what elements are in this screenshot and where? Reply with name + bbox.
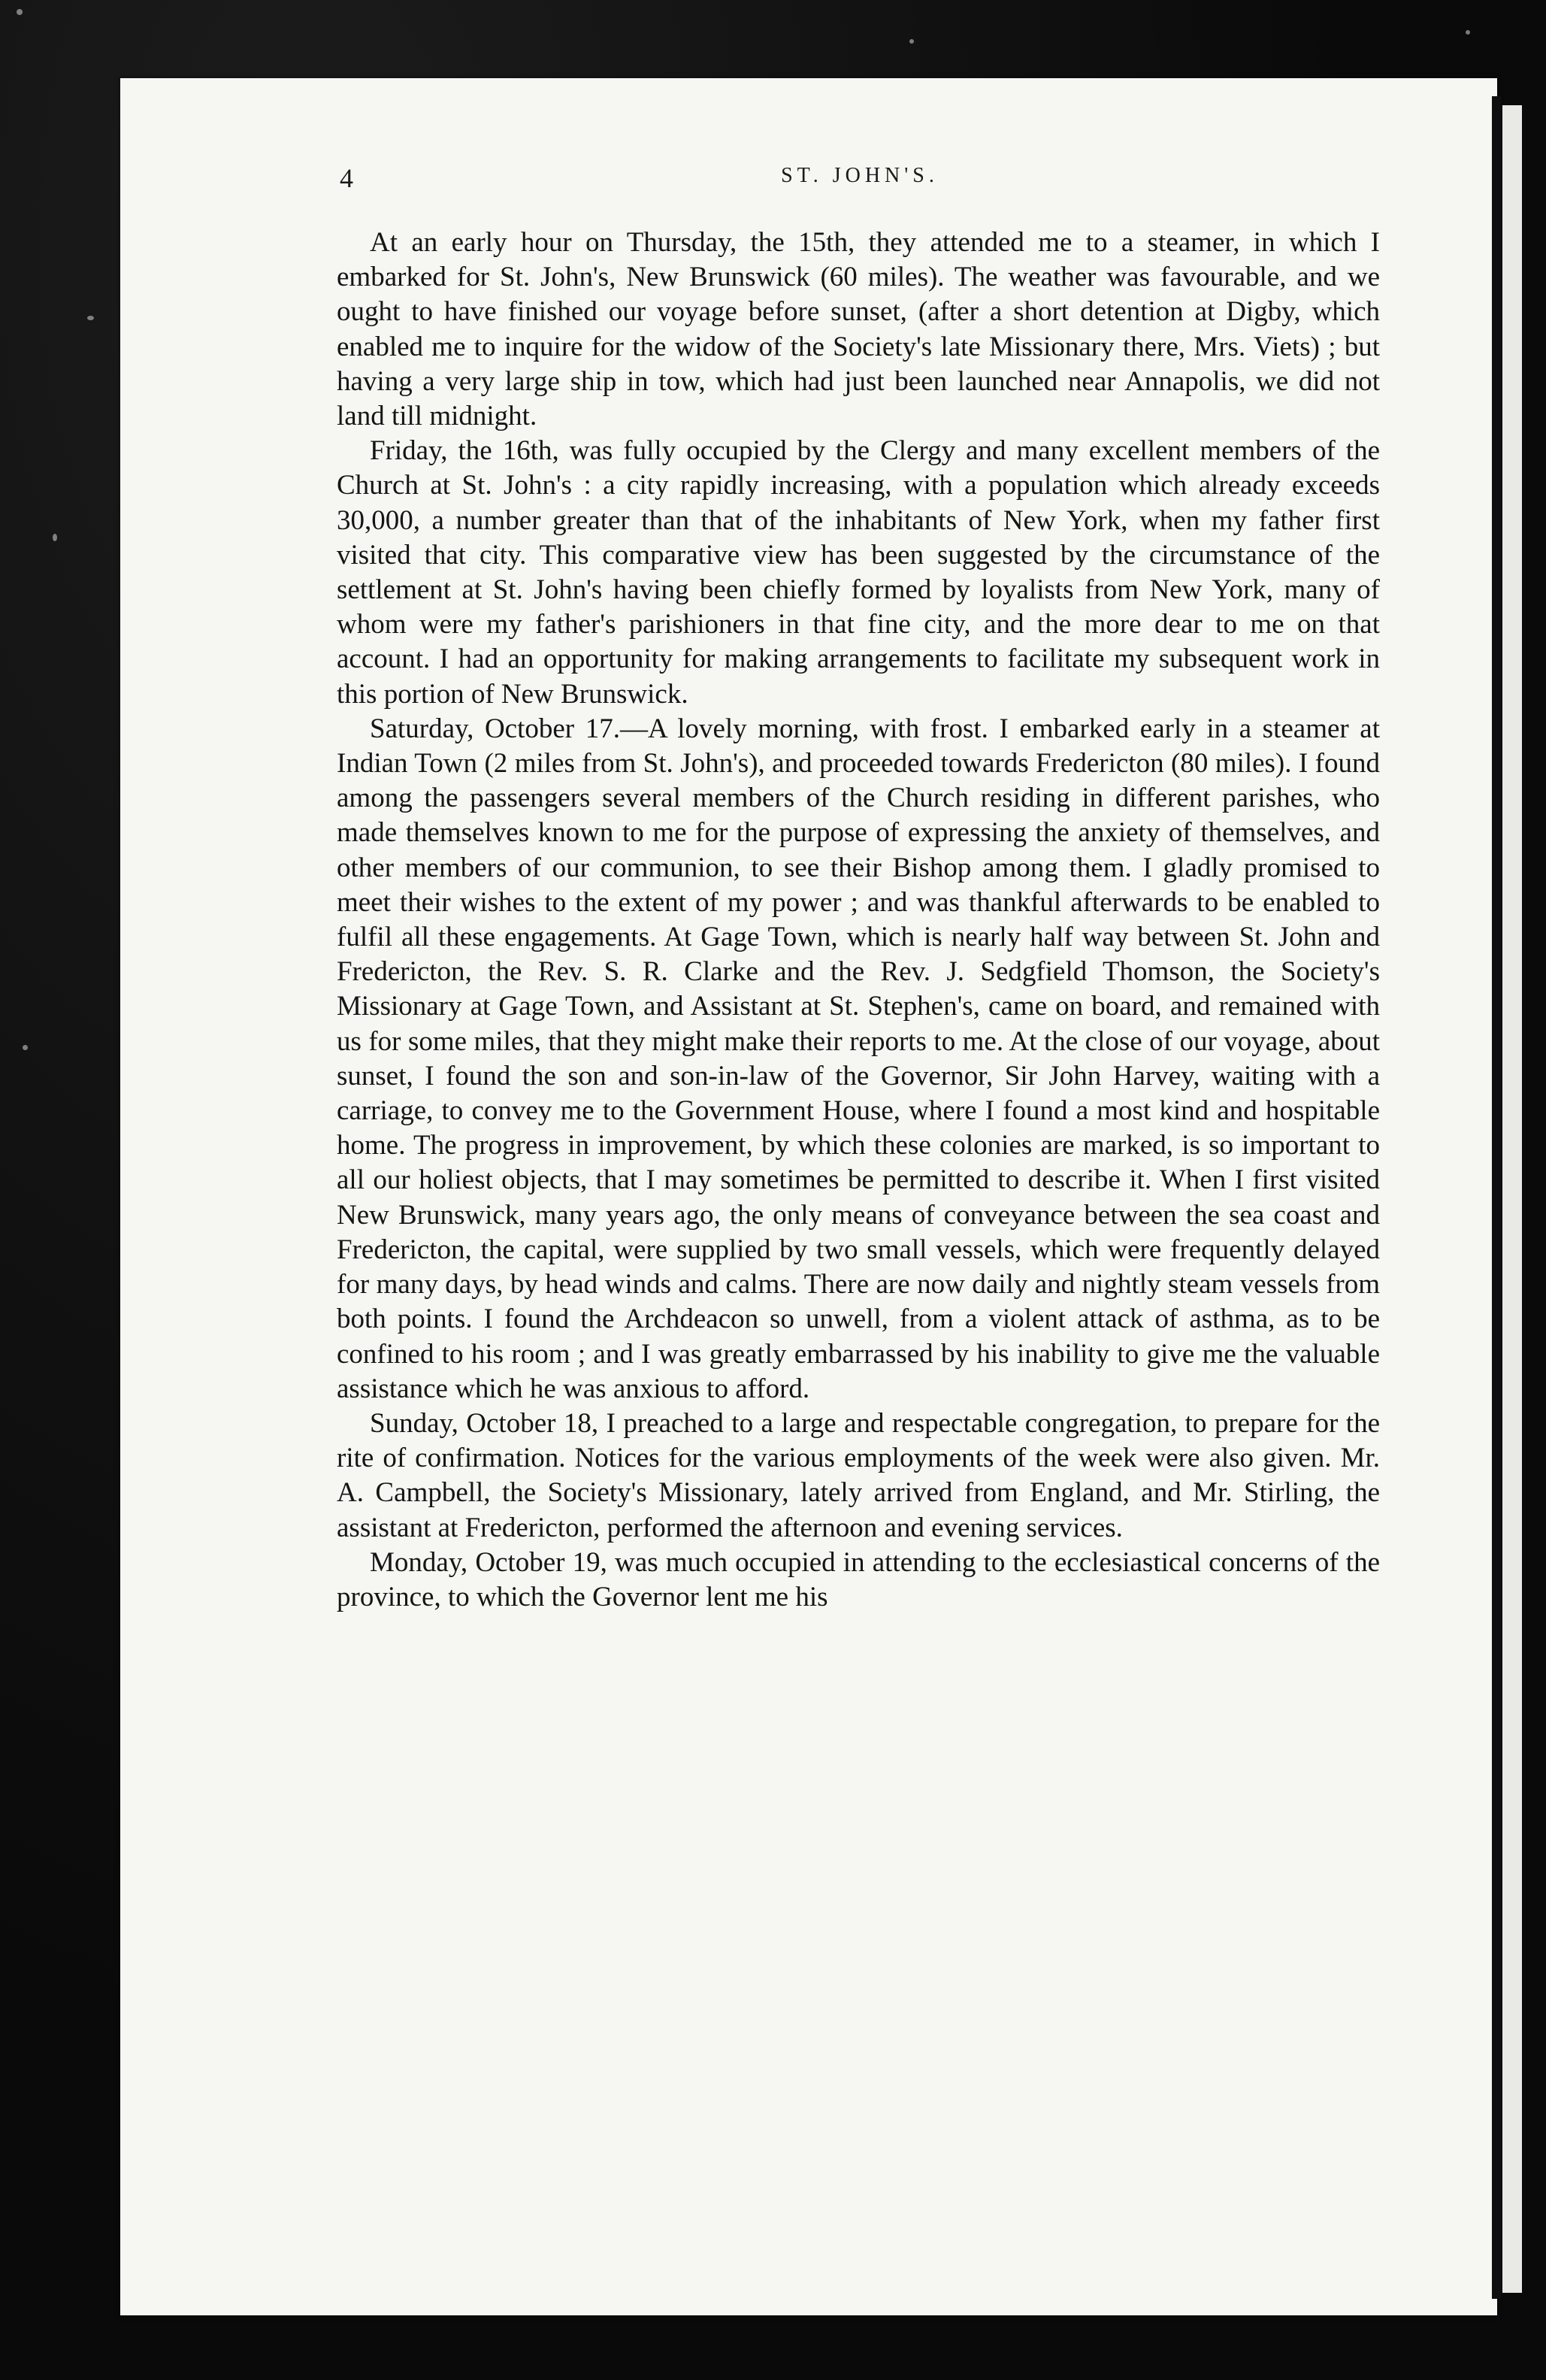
body-text: [337, 226, 1380, 1615]
dust-speck: [87, 316, 94, 320]
paragraph: Monday, October 19, was much occupied in attending to the ecclesiastical concerns of the province, to which the Governor lent me his: [337, 1546, 1380, 1612]
paragraph: Saturday, October 17.—A lovely morning, with frost. I embarked early in a steamer at Indian Town (2 miles from St. John's), and proceeded towards Fredericton (80 miles). I found among the passengers several members of the Church residing in different parishes, who made themselves known to me for the purpose of expressing the anxiety of themselves, and other members of our communion, to see their Bishop among them. I gladly promised to meet their wishes to the extent of my power ; and was thankful afterwards to be enabled to fulfil all these engagements. At Gage Town, which is nearly half way between St. John and Fredericton, the Rev. S. R. Clarke and the Rev. J. Sedgfield Thomson, the Society's Missionary at Gage Town, and Assistant at St. Stephen's, came on board, and remained with us for some miles, that they might make their reports to me. At the close of our voyage, about sunset, I found the son and son-in-law of the Governor, Sir John Harvey, waiting with a carriage, to convey me to the Government House, where I found a most kind and hospitable home. The progress in improvement, by which these colonies are marked, is so important to all our holiest objects, that I may sometimes be permitted to describe it. When I first visited New Brunswick, many years ago, the only means of conveyance between the sea coast and Fredericton, the capital, were supplied by two small vessels, which were frequently delayed for many days, by head winds and calms. There are now daily and nightly steam vessels from both points. I found the Archdeacon so unwell, from a violent attack of asthma, as to be confined to his room ; and I was greatly embarrassed by his inability to give me the valuable assistance which he was anxious to afford.: [337, 713, 1380, 1404]
paragraph: Friday, the 16th, was fully occupied by the Clergy and many excellent members of the Church at St. John's : a city rapidly increasing, with a population which already exceeds 30,000, a number greater than that of the inhabitants of New York, when my father first visited that city. This comparative view has been suggested by the circumstance of the settlement at St. John's having been chiefly formed by loyalists from New York, many of whom were my father's parishioners in that fine city, and the more dear to me on that account. I had an opportunity for making arrangements to facilitate my subsequent work in this portion of New Brunswick.: [337, 435, 1380, 710]
page-number: 4: [340, 163, 353, 193]
running-title: ST. JOHN'S.: [781, 164, 939, 187]
dust-speck: [1466, 30, 1470, 35]
paragraph: At an early hour on Thursday, the 15th, they attended me to a steamer, in which I embarked for St. John's, New Brunswick (60 miles). The weather was favourable, and we ought to have finished our voyage before sunset, (after a short detention at Digby, which enabled me to inquire for the widow of the Society's late Missionary there, Mrs. Viets) ; but having a very large ship in tow, which had just been launched near Annapolis, we did not land till midnight.: [337, 227, 1380, 432]
running-head: [340, 162, 1380, 195]
paragraph: Sunday, October 18, I preached to a large and respectable congregation, to prepare for the rite of confirmation. Notices for the various employments of the week were also given. Mr. A. Campbell, the Society's Missionary, lately arrived from England, and Mr. Stirling, the assistant at Fredericton, performed the afternoon and evening services.: [337, 1407, 1380, 1543]
dust-speck: [909, 39, 914, 44]
dust-speck: [23, 1045, 28, 1050]
dust-speck: [17, 9, 23, 15]
adjacent-page-edge: [1502, 105, 1522, 2293]
dust-speck: [53, 534, 57, 541]
page-gutter-shadow: [1492, 96, 1501, 2299]
